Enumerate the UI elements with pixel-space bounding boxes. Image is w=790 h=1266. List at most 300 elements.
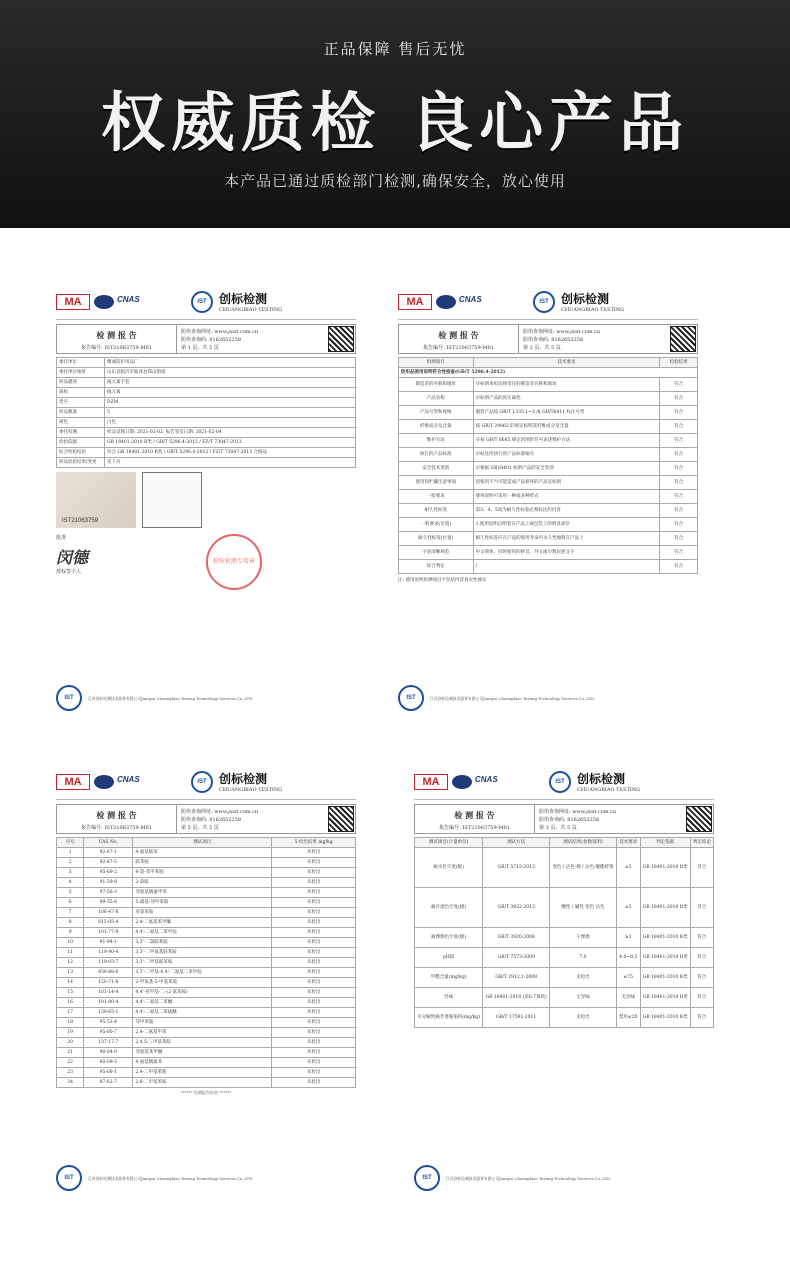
- ist-footer-logo: IST: [398, 685, 424, 711]
- footer-text: 江苏创标检测技术服务有限公司Jiangsu Chuangbiao Testing Technology Services Co.,LTD.: [430, 695, 596, 701]
- section-title: 防织品使用说明符合性检查(GB/T 5296.4-2012): [399, 368, 698, 378]
- table-cell: 无异味: [550, 988, 617, 1008]
- table-cell: 符合: [690, 1008, 713, 1028]
- report-header: [398, 284, 698, 320]
- note: 注: 使用说明检测项目不包括内容真实性核实: [398, 578, 487, 583]
- table-cell: 未检出: [272, 908, 356, 918]
- table-cell: 91-59-8: [84, 878, 133, 888]
- table-cell: 95-68-1: [84, 1068, 133, 1078]
- table-cell: 对氯苯胺: [133, 908, 272, 918]
- table-row: [399, 434, 698, 448]
- table-cell: 字迹清晰规范: [399, 546, 474, 560]
- table-cell: 产品号型和规格: [399, 406, 474, 420]
- table-cell: 101-14-4: [84, 988, 133, 998]
- table-cell: 未检出: [272, 1038, 356, 1048]
- row-value: 山东省临沂市临沭县郑山街道: [105, 368, 356, 378]
- table-cell: 综合判定: [399, 560, 474, 574]
- table-cell: 符合: [660, 462, 698, 476]
- table-row: [57, 918, 356, 928]
- table-cell: 18: [57, 1018, 84, 1028]
- cnas-logo: CNAS: [459, 294, 482, 304]
- table-cell: 4,4'-二氨基二苯甲烷: [133, 928, 272, 938]
- table-cell: GB 18401-2010 B类: [640, 888, 690, 928]
- table-cell: 符合: [660, 378, 698, 392]
- row-value: 5: [105, 408, 356, 418]
- official-stamp: 检验检测专用章: [206, 534, 262, 590]
- table-row: [57, 418, 356, 428]
- col-header: 序号: [57, 838, 84, 848]
- row-label: 样品数量: [57, 408, 105, 418]
- table-cell: 4.0~8.5: [616, 948, 640, 968]
- row-value: 线元素: [105, 388, 356, 398]
- report-title-box: [414, 804, 714, 834]
- report-footer: [56, 1162, 356, 1194]
- footer-text: 江苏创标检测技术服务有限公司Jiangsu Chuangbiao Testing Technology Services Co.,LTD.: [88, 1175, 254, 1181]
- table-cell: 纤维成分及含量: [399, 420, 474, 434]
- table-row: [399, 448, 698, 462]
- row-value: 线元素手套: [105, 378, 356, 388]
- query-url: 防伪查询网址: www.jsist.com.cn: [181, 809, 259, 815]
- row-value: 精诚防护用品厂: [105, 358, 356, 368]
- table-cell: 14: [57, 978, 84, 988]
- table-row: [57, 988, 356, 998]
- sign-role: 授权签字人: [56, 569, 82, 575]
- table-cell: GB 18401-2010 B类: [640, 968, 690, 988]
- table-cell: ≤75: [616, 968, 640, 988]
- signature: 闵德: [56, 548, 89, 567]
- sample-photo: IST21063759: [56, 472, 136, 528]
- table-cell: GB 18401-2010 B类: [640, 1008, 690, 1028]
- table-cell: 符合: [660, 420, 698, 434]
- table-cell: 符合: [690, 848, 713, 888]
- page-number: 第 5 页，共 5 页: [181, 825, 219, 831]
- table-cell: 未检出: [272, 918, 356, 928]
- ilac-mra-logo: [436, 295, 456, 309]
- brand-cn: 创标检测: [219, 772, 268, 786]
- footer-text: 江苏创标检测技术服务有限公司Jiangsu Chuangbiao Testing Technology Services Co.,LTD.: [446, 1175, 612, 1181]
- table-cell: 119-90-4: [84, 948, 133, 958]
- table-cell: 97-56-3: [84, 888, 133, 898]
- query-code: 防伪查询码: 8162652258: [523, 337, 584, 343]
- table-cell: 符合: [660, 490, 698, 504]
- report-header: [56, 284, 356, 320]
- table-cell: 4,4'-二氨基二苯醚: [133, 998, 272, 1008]
- table-cell: 106-47-8: [84, 908, 133, 918]
- query-code: 防伪查询码: 8162652258: [539, 817, 600, 823]
- table-cell: GB/T 7573-2009: [483, 948, 550, 968]
- table-row: [57, 848, 356, 858]
- table-cell: 17: [57, 1008, 84, 1018]
- table-row: [415, 1008, 714, 1028]
- report-footer: [398, 682, 698, 714]
- table-cell: 3,3'-二甲基-4,4'-二氨基二苯甲烷: [133, 968, 272, 978]
- table-cell: 未检出: [272, 948, 356, 958]
- report-title: 检 测 报 告: [438, 330, 479, 340]
- report-title-box: [56, 804, 356, 834]
- test-result-table: [414, 837, 714, 1028]
- table-cell: 未检出: [272, 888, 356, 898]
- table-row: [57, 1048, 356, 1058]
- ist-logo: IST: [549, 771, 571, 793]
- table-cell: 未检出: [272, 968, 356, 978]
- report-number: 报告编号: IST21063759-M01: [81, 345, 152, 351]
- table-cell: GB 18401-2010 (第6.7条款): [483, 988, 550, 1008]
- report-header: [414, 764, 714, 800]
- report-number: 报告编号: IST21063759-M01: [423, 345, 494, 351]
- table-cell: 产品名称: [399, 392, 474, 406]
- table-cell: 耐摩擦色牢度(级): [415, 928, 483, 948]
- table-cell: 制造者的名称和地址: [399, 378, 474, 392]
- page-number: 第 3 页，共 5 页: [539, 825, 577, 831]
- table-row: [399, 378, 698, 392]
- ist-logo: IST: [191, 771, 213, 793]
- table-row: [57, 888, 356, 898]
- table-cell: 2-甲氧基-5-甲基苯胺: [133, 978, 272, 988]
- row-value: 样品受理日期: 2021-02-02, 报告签发日期: 2021-02-04: [105, 428, 356, 438]
- table-cell: 12: [57, 958, 84, 968]
- table-row: [399, 406, 698, 420]
- table-cell: 24: [57, 1078, 84, 1088]
- table-row: [57, 1028, 356, 1038]
- query-code: 防伪查询码: 8162652258: [181, 817, 242, 823]
- table-cell: 3,3'-二甲氧基联苯胺: [133, 948, 272, 958]
- table-cell: 干摩擦: [550, 928, 617, 948]
- table-row: [399, 420, 698, 434]
- col-header: 测试方法: [483, 838, 550, 848]
- table-cell: 2,4-二氨基甲苯: [133, 1028, 272, 1038]
- table-cell: 第3、4、5项为耐久性标签必须标注的内容: [473, 504, 660, 518]
- hero-banner: [0, 0, 790, 228]
- table-row: [57, 1038, 356, 1048]
- table-cell: 联苯胺: [133, 858, 272, 868]
- ilac-mra-logo: [452, 775, 472, 789]
- table-cell: 2,6-二甲基苯胺: [133, 1078, 272, 1088]
- table-row: [57, 398, 356, 408]
- table-cell: 邻氨基偶氮甲苯: [133, 888, 272, 898]
- hero-subline: 本产品已通过质检部门检测,确保安全，放心使用: [224, 172, 566, 190]
- row-label: 货号: [57, 398, 105, 408]
- footer-text: 江苏创标检测技术服务有限公司Jiangsu Chuangbiao Testing Technology Services Co.,LTD.: [88, 695, 254, 701]
- label-check-table: [398, 357, 698, 574]
- table-cell: 16: [57, 998, 84, 1008]
- row-value: 白色: [105, 418, 356, 428]
- table-cell: 95-69-2: [84, 868, 133, 878]
- table-cell: 未检出: [272, 858, 356, 868]
- table-row: [57, 448, 356, 458]
- table-cell: 22: [57, 1058, 84, 1068]
- col-header: 测试项目: [133, 838, 272, 848]
- table-cell: pH值: [415, 948, 483, 968]
- table-row: [399, 490, 698, 504]
- query-url: 防伪查询网址: www.jsist.com.cn: [181, 329, 259, 335]
- report-page-2: [398, 284, 698, 714]
- report-header: [56, 764, 356, 800]
- table-row: [399, 560, 698, 574]
- table-cell: 101-80-4: [84, 998, 133, 1008]
- table-cell: 21: [57, 1048, 84, 1058]
- table-cell: GB/T 17592-2011: [483, 1008, 550, 1028]
- row-label: 委托检测: [57, 428, 105, 438]
- ma-logo: MA: [414, 774, 448, 790]
- query-code: 防伪查询码: 8162652258: [181, 337, 242, 343]
- table-cell: 应按 GB/T 8685 规定的图形符号表述维护方法: [473, 434, 660, 448]
- table-cell: 838-88-0: [84, 968, 133, 978]
- table-cell: 耐水色牢度(级): [415, 848, 483, 888]
- table-row: [57, 1078, 356, 1088]
- table-cell: 4: [57, 878, 84, 888]
- ist-footer-logo: IST: [56, 1165, 82, 1191]
- hero-headline: 权威质检 良心产品: [100, 87, 690, 161]
- report-end: ****** 检测报告结束 ******: [180, 1090, 232, 1095]
- table-cell: 符合: [660, 406, 698, 420]
- table-cell: 未检出: [272, 1028, 356, 1038]
- table-cell: 3: [57, 868, 84, 878]
- table-row: [57, 388, 356, 398]
- report-title-box: [398, 324, 698, 354]
- table-cell: 中文简体，同时使用的拼音、外文或少数民族文字: [473, 546, 660, 560]
- table-cell: 615-05-4: [84, 918, 133, 928]
- table-row: [399, 476, 698, 490]
- brand: [219, 290, 282, 313]
- col-header: 5 检出结果 mg/kg: [272, 838, 356, 848]
- cnas-logo: CNAS: [117, 774, 140, 784]
- table-cell: 19: [57, 1028, 84, 1038]
- table-row: [57, 858, 356, 868]
- table-cell: 9: [57, 928, 84, 938]
- table-cell: GB/T 5713-2013: [483, 848, 550, 888]
- report-title: 检 测 报 告: [96, 330, 137, 340]
- table-row: [415, 988, 714, 1008]
- table-cell: GB/T 2912.1-2009: [483, 968, 550, 988]
- table-row: [57, 458, 356, 468]
- table-cell: 符合: [690, 988, 713, 1008]
- table-cell: 耐汗渍色牢度(级): [415, 888, 483, 928]
- brand-en: CHUANGBIAO TESTING: [561, 307, 625, 313]
- table-cell: 2,4-二甲基苯胺: [133, 1068, 272, 1078]
- table-cell: 符合: [660, 532, 698, 546]
- table-row: [399, 392, 698, 406]
- table-cell: 未检出: [550, 968, 617, 988]
- row-value: 符合 GB 18401-2010 B类 / GB/T 5296.4-2012 / FZ/T 73047-2013 合格品: [105, 448, 356, 458]
- table-cell: 一般要求: [399, 490, 474, 504]
- row-value: GB 18401-2010 B类 / GB/T 5296.4-2012 / FZ/T 73047-2013: [105, 438, 356, 448]
- ist-logo: IST: [191, 291, 213, 313]
- table-cell: 5-硝基-邻甲苯胺: [133, 898, 272, 908]
- table-cell: 7: [57, 908, 84, 918]
- brand-en: CHUANGBIAO TESTING: [219, 787, 283, 793]
- table-row: [57, 878, 356, 888]
- table-cell: 应标明产品的真实属性: [473, 392, 660, 406]
- qr-code-icon: [328, 326, 354, 352]
- table-row: [57, 378, 356, 388]
- table-cell: 异味: [415, 988, 483, 1008]
- table-cell: 使用说明可采用一种或多种形式: [473, 490, 660, 504]
- table-cell: 符合: [660, 504, 698, 518]
- table-cell: 95-53-4: [84, 1018, 133, 1028]
- table-cell: 未检出: [272, 988, 356, 998]
- table-cell: 90-04-0: [84, 1048, 133, 1058]
- table-cell: 变色 / 沾色-棉 / 沾色-聚酯纤维: [550, 848, 617, 888]
- table-row: [57, 408, 356, 418]
- table-row: [57, 938, 356, 948]
- table-row: [57, 998, 356, 1008]
- table-cell: GB 18401-2010 B类: [640, 848, 690, 888]
- table-cell: 符合: [690, 948, 713, 968]
- col-header: 测试项目(计量单位): [415, 838, 483, 848]
- table-cell: 1.使用说明应附着在产品上或包装上的明显部位: [473, 518, 660, 532]
- page-number: 第 2 页，共 5 页: [523, 345, 561, 351]
- table-cell: 甲醛含量(mg/kg): [415, 968, 483, 988]
- table-cell: 邻甲苯胺: [133, 1018, 272, 1028]
- table-row: [57, 978, 356, 988]
- table-row: [415, 948, 714, 968]
- table-cell: 137-17-7: [84, 1038, 133, 1048]
- table-cell: 符合: [660, 476, 698, 490]
- table-cell: 符合: [660, 434, 698, 448]
- table-cell: 未检出: [272, 878, 356, 888]
- row-label: 综合检验结论: [57, 448, 105, 458]
- table-row: [57, 908, 356, 918]
- table-cell: 120-71-8: [84, 978, 133, 988]
- table-cell: GB 18401-2010 B类: [640, 948, 690, 968]
- table-cell: 119-93-7: [84, 958, 133, 968]
- table-cell: 未检出: [272, 898, 356, 908]
- table-cell: 3,3'-二甲基联苯胺: [133, 958, 272, 968]
- qr-code-icon: [670, 326, 696, 352]
- table-row: [57, 1058, 356, 1068]
- table-cell: 4,4'-二氨基二苯硫醚: [133, 1008, 272, 1018]
- row-label: 样品描述: [57, 378, 105, 388]
- row-label: 委托单位地址: [57, 368, 105, 378]
- table-cell: 符合: [690, 888, 713, 928]
- report-title: 检 测 报 告: [454, 810, 495, 820]
- table-cell: 未检出: [272, 978, 356, 988]
- report-page-1: [56, 284, 356, 714]
- row-value: DZM: [105, 398, 356, 408]
- table-cell: 未检出: [272, 958, 356, 968]
- ma-logo: MA: [56, 774, 90, 790]
- table-cell: 2-萘胺: [133, 878, 272, 888]
- row-label: 检验依据: [57, 438, 105, 448]
- col-header: 测试结果(参数说明): [550, 838, 617, 848]
- table-cell: 酸性 / 碱性 变色 沾色: [550, 888, 617, 928]
- cnas-logo: CNAS: [475, 774, 498, 784]
- table-cell: GB/T 3922-2013: [483, 888, 550, 928]
- table-cell: 使用和贮藏注意事项: [399, 476, 474, 490]
- table-cell: ≥3: [616, 848, 640, 888]
- table-row: [57, 898, 356, 908]
- table-cell: 维护方法: [399, 434, 474, 448]
- ma-logo: MA: [56, 294, 90, 310]
- col-header: 判定结论: [690, 838, 713, 848]
- table-cell: 耐久性标签应在产品的使用寿命内永久性地附在产品上: [473, 532, 660, 546]
- amine-table: [56, 837, 356, 1088]
- table-row: [57, 948, 356, 958]
- query-url: 防伪查询网址: www.jsist.com.cn: [539, 809, 617, 815]
- table-cell: 10: [57, 938, 84, 948]
- table-cell: 未检出: [272, 928, 356, 938]
- table-cell: GB 18401-2010 B类: [640, 928, 690, 948]
- table-row: [399, 532, 698, 546]
- table-row: [399, 518, 698, 532]
- col-header: 技术要求: [473, 358, 660, 368]
- table-cell: 因使用不当可能造成产品损坏的产品宜标明: [473, 476, 660, 490]
- table-cell: 5: [57, 888, 84, 898]
- table-cell: 2,4,5-三甲基苯胺: [133, 1038, 272, 1048]
- table-cell: 未检出: [272, 868, 356, 878]
- table-cell: 1: [57, 848, 84, 858]
- table-cell: 符合: [690, 928, 713, 948]
- table-cell: 服装产品按 GB/T 1335.1~3 或 GB/T6411 标注号型: [473, 406, 660, 420]
- table-row: [57, 958, 356, 968]
- table-cell: 耐久性标签(位置): [399, 532, 474, 546]
- table-cell: 按 GB/T 29862 的规定标明其纤维成分及含量: [473, 420, 660, 434]
- hero-top-line: 正品保障 售后无忧: [323, 40, 467, 58]
- table-cell: 邻氨基苯甲醚: [133, 1048, 272, 1058]
- table-cell: 6: [57, 898, 84, 908]
- table-cell: 20: [57, 1038, 84, 1048]
- col-header: 技术要求: [616, 838, 640, 848]
- table-cell: 7.0: [550, 948, 617, 968]
- table-cell: 2,4-二氨基苯甲醚: [133, 918, 272, 928]
- table-row: [57, 1068, 356, 1078]
- table-cell: 符合: [690, 968, 713, 988]
- report-title: 检 测 报 告: [96, 810, 137, 820]
- table-row: [415, 848, 714, 888]
- table-cell: 执行的产品标准: [399, 448, 474, 462]
- brand-cn: 创标检测: [561, 292, 610, 306]
- approver-label: 批准: [56, 535, 67, 541]
- table-cell: 耐久性标签: [399, 504, 474, 518]
- brand-cn: 创标检测: [577, 772, 626, 786]
- row-label: 商标: [57, 388, 105, 398]
- table-cell: 11: [57, 948, 84, 958]
- table-row: [57, 1008, 356, 1018]
- table-cell: 87-62-7: [84, 1078, 133, 1088]
- table-cell: 92-87-5: [84, 858, 133, 868]
- table-row: [57, 928, 356, 938]
- table-cell: /: [473, 560, 660, 574]
- col-header: 检验结果: [660, 358, 698, 368]
- table-cell: 3,3'-二氯联苯胺: [133, 938, 272, 948]
- table-cell: 安全技术类别: [399, 462, 474, 476]
- table-cell: 未检出: [272, 998, 356, 1008]
- table-row: [415, 928, 714, 948]
- table-row: [415, 968, 714, 988]
- table-cell: 99-55-8: [84, 898, 133, 908]
- report-number: 报告编号: IST21063759-M01: [81, 825, 152, 831]
- table-cell: 符合: [660, 448, 698, 462]
- table-cell: 无异味: [616, 988, 640, 1008]
- table-row: [57, 438, 356, 448]
- table-cell: 139-65-1: [84, 1008, 133, 1018]
- table-cell: 未检出: [272, 848, 356, 858]
- table-cell: 60-09-3: [84, 1058, 133, 1068]
- table-cell: 8: [57, 918, 84, 928]
- table-cell: 未检出: [272, 1068, 356, 1078]
- table-cell: 禁用≤20: [616, 1008, 640, 1028]
- table-cell: 95-80-7: [84, 1028, 133, 1038]
- table-cell: ≥3: [616, 888, 640, 928]
- ist-footer-logo: IST: [56, 685, 82, 711]
- ist-footer-logo: IST: [414, 1165, 440, 1191]
- report-number: 报告编号: IST21063759-M01: [439, 825, 510, 831]
- table-cell: 应根据 GB18401 标明产品的安全类别: [473, 462, 660, 476]
- report-page-3: [414, 764, 714, 1194]
- row-value: 见下页: [105, 458, 356, 468]
- table-cell: 未检出: [272, 1018, 356, 1028]
- table-row: [57, 968, 356, 978]
